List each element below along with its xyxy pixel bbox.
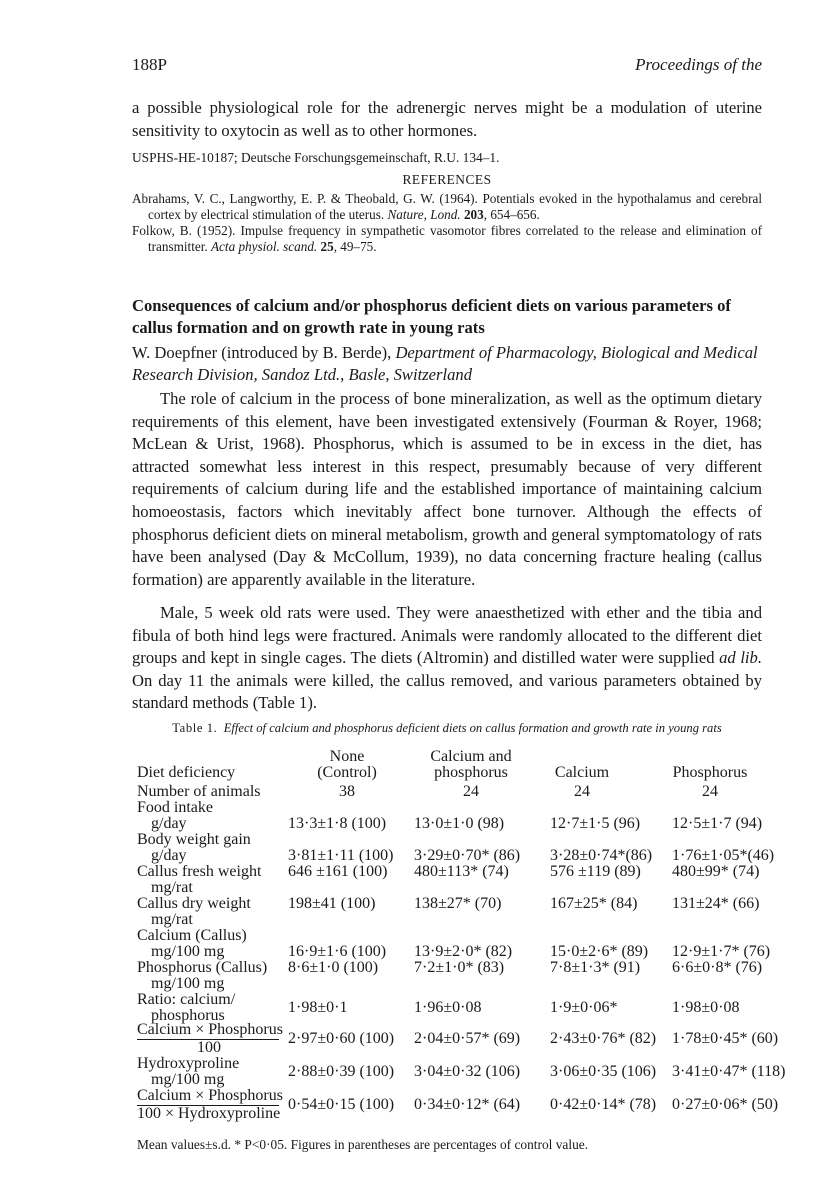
table-cell: 3·81±1·11 (100) bbox=[288, 847, 394, 864]
row-sublabel: phosphorus bbox=[151, 1007, 225, 1024]
table-cell: 2·88±0·39 (100) bbox=[288, 1063, 395, 1080]
article-authors bbox=[132, 342, 762, 386]
table-cell: 1·98±0·08 bbox=[672, 999, 740, 1016]
row-sublabel: mg/rat bbox=[151, 911, 193, 928]
paragraph-2-ad-lib: ad lib. bbox=[719, 648, 762, 668]
row-sublabel: g/day bbox=[151, 815, 187, 832]
table-cell: 2·43±0·76* (82) bbox=[550, 1030, 657, 1047]
table-cell: 3·04±0·32 (106) bbox=[414, 1063, 521, 1080]
reference-item bbox=[132, 223, 762, 254]
table-cell: 8·6±1·0 (100) bbox=[288, 959, 379, 976]
page-number: 188P bbox=[132, 55, 167, 74]
table-cell: 480±99* (74) bbox=[672, 863, 760, 880]
reference-authors: Abrahams, V. C., Langworthy, E. P. & Theobald, G. W. (1964). bbox=[132, 191, 478, 206]
grant-line: USPHS-HE-10187; Deutsche Forschungsgemeinschaft, R.U. 134–1. bbox=[132, 150, 500, 165]
table-cell: 646 ±161 (100) bbox=[288, 863, 388, 880]
paragraph-2-part-a: Male, 5 week old rats were used. They were anaesthetized with ether and the tibia and fibula of both hind legs were fractured. Animals were randomly allocated to the different diet groups and kept in single cages. The diets (Altromin) and distilled water were supplied bbox=[132, 603, 762, 668]
table-footnote: Mean values±s.d. * P<0·05. Figures in parentheses are percentages of control value. bbox=[137, 1137, 589, 1152]
body-paragraph-2 bbox=[132, 602, 762, 715]
table-cell: 3·06±0·35 (106) bbox=[550, 1063, 657, 1080]
table-cell: 2·04±0·57* (69) bbox=[414, 1030, 521, 1047]
row-label: Ratio: calcium/ bbox=[137, 991, 236, 1008]
table-cell: 24 bbox=[574, 783, 590, 800]
column-header-line2: Calcium bbox=[554, 764, 610, 781]
reference-journal: Acta physiol. scand. bbox=[211, 238, 318, 254]
table-cell: 0·54±0·15 (100) bbox=[288, 1096, 395, 1113]
references-heading: REFERENCES bbox=[402, 172, 492, 187]
running-head bbox=[132, 55, 762, 77]
table-cell: 1·9±0·06* bbox=[550, 999, 618, 1016]
column-header-line1: None bbox=[329, 748, 365, 765]
author-affiliation: Department of Pharmacology, Biological and Medical Research Division, Sandoz Ltd., Basle, Switzerland bbox=[132, 343, 758, 384]
table-cell: 3·41±0·47* (118) bbox=[672, 1063, 786, 1080]
table-cell: 1·78±0·45* (60) bbox=[672, 1030, 779, 1047]
row-label: Phosphorus (Callus) bbox=[137, 959, 268, 976]
reference-journal: Nature, Lond. bbox=[387, 206, 461, 222]
table-cell: 24 bbox=[702, 783, 718, 800]
author-name: W. Doepfner (introduced by B. Berde), bbox=[132, 343, 396, 362]
table-cell: 0·34±0·12* (64) bbox=[414, 1096, 521, 1113]
table-cell: 198±41 (100) bbox=[288, 895, 376, 912]
table-cell: 12·9±1·7* (76) bbox=[672, 943, 771, 960]
table-caption-text: Effect of calcium and phosphorus deficient diets on callus formation and growth rate in young rats bbox=[223, 721, 722, 735]
column-header-line1: Calcium and bbox=[430, 748, 512, 765]
article-title: Consequences of calcium and/or phosphorus deficient diets on various parameters of callus formation and on growth rate in young rats bbox=[132, 296, 731, 337]
table-cell: 13·9±2·0* (82) bbox=[414, 943, 513, 960]
table-cell: 3·29±0·70* (86) bbox=[414, 847, 521, 864]
row-label-numerator: Calcium × Phosphorus bbox=[137, 1021, 283, 1038]
column-header-line2: Phosphorus bbox=[672, 764, 748, 781]
row-label-numerator: Calcium × Phosphorus bbox=[137, 1087, 283, 1104]
table-cell: 38 bbox=[339, 783, 355, 800]
table-cell: 3·28±0·74*(86) bbox=[550, 847, 653, 864]
table-cell: 13·3±1·8 (100) bbox=[288, 815, 387, 832]
table-cell: 576 ±119 (89) bbox=[550, 863, 641, 880]
table-cell: 131±24* (66) bbox=[672, 895, 760, 912]
table-cell: 167±25* (84) bbox=[550, 895, 638, 912]
row-label: Food intake bbox=[137, 799, 213, 816]
intro-paragraph: a possible physiological role for the adrenergic nerves might be a modulation of uterine sensitivity to oxytocin as well as to other hormones. bbox=[132, 98, 762, 140]
column-header-line2: (Control) bbox=[317, 764, 377, 781]
table-cell: 0·27±0·06* (50) bbox=[672, 1096, 779, 1113]
body-paragraph-1: The role of calcium in the process of bone mineralization, as well as the optimum dietary requirements of this element, have been investigated extensively (Fourman & Royer, 1968; McLean & Urist, 1968). Phosphorus, which is assumed to be in excess in the diet, has attracted somewhat less interest in this respect, presumably because of very different requirements of calcium during life and the established importance of maintaining calcium homoeostasis, factors which inevitably affect bone turnover. Although the effects of phosphorus deficient diets on mineral metabolism, growth and general symptomatology of rats have been analysed (Day & McCollum, 1939), no data concerning fracture healing (callus formation) are apparently available in the literature. bbox=[132, 389, 762, 589]
paragraph-2-part-b: On day 11 the animals were killed, the callus removed, and various parameters obtained by standard methods (Table 1). bbox=[132, 670, 762, 713]
table-cell: 0·42±0·14* (78) bbox=[550, 1096, 657, 1113]
reference-volume: 25 bbox=[320, 238, 334, 254]
row-label: Body weight gain bbox=[137, 831, 251, 848]
row-label-denominator: 100 × Hydroxyproline bbox=[137, 1105, 281, 1122]
table-cell: 2·97±0·60 (100) bbox=[288, 1030, 395, 1047]
table-caption-label: Table 1. bbox=[172, 721, 218, 735]
row-sublabel: g/day bbox=[151, 847, 187, 864]
row-sublabel: mg/rat bbox=[151, 879, 193, 896]
row-label: Hydroxyproline bbox=[137, 1055, 240, 1072]
table-cell: 12·7±1·5 (96) bbox=[550, 815, 641, 832]
reference-pages: , 49–75. bbox=[333, 238, 377, 254]
table-cell: 480±113* (74) bbox=[414, 863, 509, 880]
reference-title: Potentials evoked in the hypothalamus and cerebral cortex by electrical stimulation of the uterus. bbox=[148, 191, 762, 222]
reference-item bbox=[132, 191, 762, 222]
table-cell: 12·5±1·7 (94) bbox=[672, 815, 763, 832]
table-cell: 15·0±2·6* (89) bbox=[550, 943, 649, 960]
reference-authors: Folkow, B. (1952). bbox=[132, 223, 236, 238]
table-cell: 6·6±0·8* (76) bbox=[672, 959, 763, 976]
row-label: Calcium (Callus) bbox=[137, 927, 247, 944]
table-cell: 13·0±1·0 (98) bbox=[414, 815, 505, 832]
table-cell: 1·76±1·05*(46) bbox=[672, 847, 775, 864]
row-sublabel: mg/100 mg bbox=[151, 975, 225, 992]
table-cell: 16·9±1·6 (100) bbox=[288, 943, 387, 960]
table-cell: 7·2±1·0* (83) bbox=[414, 959, 505, 976]
reference-title: Impulse frequency in sympathetic vasomotor fibres correlated to the release and elimination of transmitter. bbox=[148, 223, 762, 254]
row-header-label: Diet deficiency bbox=[137, 764, 236, 781]
table-caption bbox=[132, 722, 762, 735]
table-cell: 138±27* (70) bbox=[414, 895, 502, 912]
table-cell: 7·8±1·3* (91) bbox=[550, 959, 641, 976]
row-label: Number of animals bbox=[137, 783, 261, 800]
table-cell: 1·96±0·08 bbox=[414, 999, 482, 1016]
table-cell: 1·98±0·1 bbox=[288, 999, 348, 1016]
row-sublabel: mg/100 mg bbox=[151, 1071, 225, 1088]
journal-name: Proceedings of the bbox=[635, 55, 762, 74]
row-label: Callus fresh weight bbox=[137, 863, 262, 880]
row-label-denominator: 100 bbox=[197, 1039, 221, 1056]
reference-volume: 203 bbox=[463, 206, 484, 222]
row-sublabel: mg/100 mg bbox=[151, 943, 225, 960]
column-header-line2: phosphorus bbox=[434, 764, 508, 781]
row-label: Callus dry weight bbox=[137, 895, 251, 912]
table-cell: 24 bbox=[463, 783, 479, 800]
reference-pages: , 654–656. bbox=[483, 206, 540, 222]
